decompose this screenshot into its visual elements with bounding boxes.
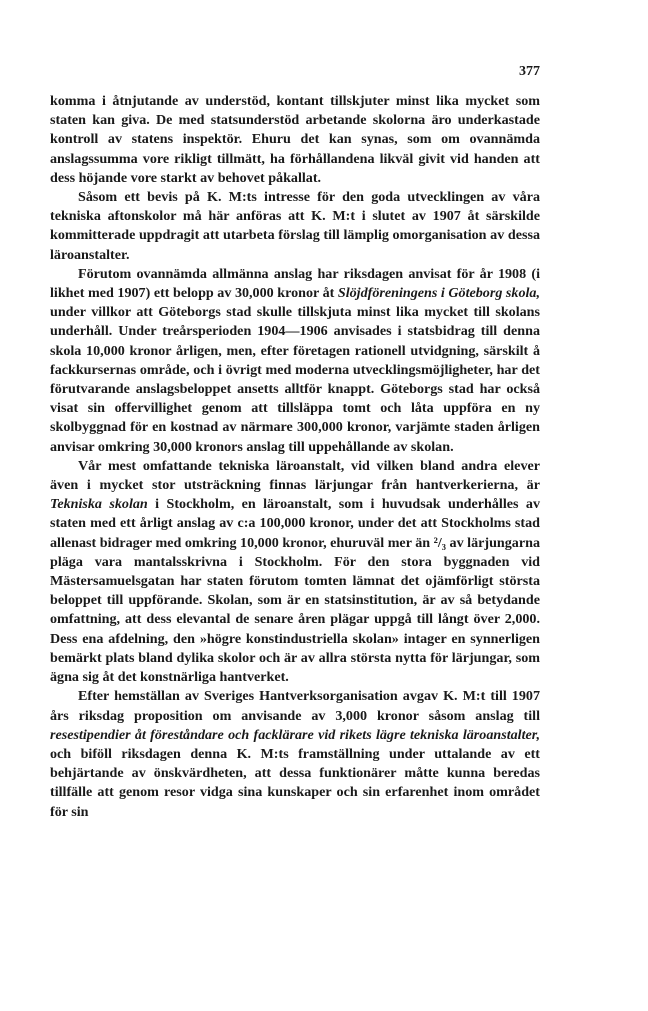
paragraph-text: komma i åtnjutande av understöd, kontant tillskjuter minst lika mycket som staten kan giva. De med statsunderstöd arbetande skolorna äro underkastade kontroll av statens inspektör. Ehuru det kan synas, som om ovannämda anslagssumma vore rikligt tillmätt, ha förhållandena likväl givit vid handen att dess höjande vore starkt av behovet påkallat. bbox=[50, 93, 540, 186]
page-number: 377 bbox=[519, 64, 540, 79]
paragraph-text-pre: Förutom ovannämda allmänna anslag har riksdagen anvisat för år 1908 (i likhet med 1907) ett belopp av 30,000 kronor åt bbox=[50, 265, 540, 302]
paragraph-continuation bbox=[50, 92, 540, 188]
grant-name-italic: resestipendier åt föreståndare och facklärare vid rikets lägre tekniska läroanstalter, bbox=[50, 726, 540, 743]
paragraph-text: Såsom ett bevis på K. M:ts intresse för den goda utvecklingen av våra tekniska aftonskolor må här anföras att K. M:t i slutet av 1907 åt särskilde kommitterade uppdragit att utarbeta förslag till lämplig omorganisation av dessa läroanstalter. bbox=[50, 189, 540, 263]
paragraph-slojdforeningen bbox=[50, 265, 540, 457]
paragraph-text-post: i Stockholm, en läroanstalt, som i huvudsak underhålles av staten med ett årligt anslag av c:a 100,000 kronor, under det att Stockholms stad allenast bidrager med omkring 10,000 kronor, ehuruväl mer än ²/₃ av lärjungarna pläga vara mantalsskrivna i Stockholm. För den stora byggnaden vid Mästersamuelsgatan har staten förutom tomten lämnat det ojämförligt största beloppet till uppförande. Skolan, som är en statsinstitution, är av så betydande omfattning, att dess elevantal de senare åren plägar uppgå till långt över 2,000. Dess ena afdelning, den »högre konstindustriella skolan» intager en synnerligen bemärkt plats bland dylika skolor och är av allra största nytta för lärjungar, som ägna sig åt det konstnärliga hantverket. bbox=[50, 496, 540, 686]
paragraph-resestipendier bbox=[50, 687, 540, 821]
paragraph-text-pre: Efter hemställan av Sveriges Hantverksorganisation avgav K. M:t till 1907 års riksdag proposition om anvisande av 3,000 kronor såsom anslag till bbox=[50, 688, 540, 724]
paragraph-km-interest bbox=[50, 188, 540, 265]
school-name-italic: Slöjdföreningens i Göteborg skola, bbox=[337, 285, 540, 302]
school-name-italic: Tekniska skolan bbox=[50, 496, 148, 513]
paragraph-tekniska-skolan bbox=[50, 457, 540, 687]
paragraph-text-pre: Vår mest omfattande tekniska läroanstalt, vid vilken bland andra elever även i mycket stor utsträckning finnas lärjungar från hantverkerierna, är bbox=[50, 457, 540, 494]
book-page bbox=[50, 62, 540, 822]
paragraph-text-post: under villkor att Göteborgs stad skulle tillskjuta minst lika mycket till skolans underhåll. Under treårsperioden 1904—1906 anvisades i statsbidrag till denna skola 10,000 kronor årligen, men, efter företagen rationell utvidgning, särskilt å fackkursernas område, och i övrigt med moderna utvecklingsmöjligheter, har det förutvarande anslagsbeloppet ansetts alltför knappt. Göteborgs stad har också visat sin offervillighet genom att tillsläppa tomt och låta uppföra en ny skolbyggnad för en kostnad av närmare 300,000 kronor, varjämte staden årligen anvisar omkring 30,000 kronors anslag till uppehållande av skolan. bbox=[50, 304, 540, 455]
paragraph-text-post: och biföll riksdagen denna K. M:ts framställning under uttalande av ett behjärtande av önskvärdheten, att dessa funktionärer måtte kunna beredas tillfälle att genom resor vidga sina kunskaper och sin erfarenhet inom området för sin bbox=[50, 745, 540, 820]
